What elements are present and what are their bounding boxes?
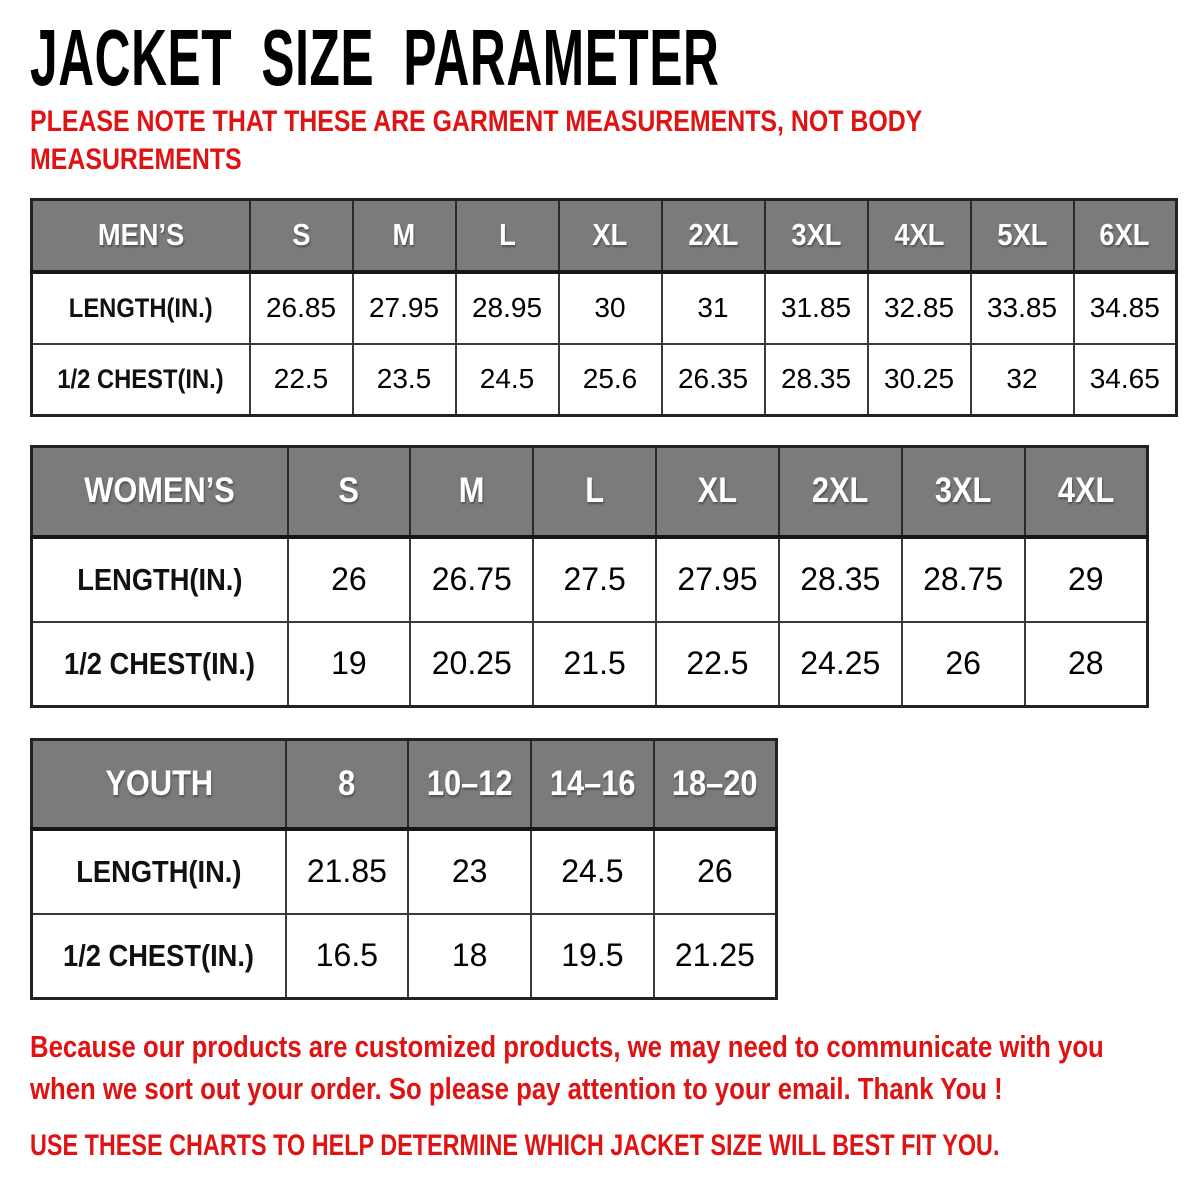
header-label: 6XL xyxy=(1099,217,1150,253)
size-value-cell: 27.95 xyxy=(353,272,456,344)
garment-measurement-note xyxy=(30,103,922,179)
size-value-cell: 18 xyxy=(408,914,531,999)
header-label: XL xyxy=(592,217,628,253)
size-column-header xyxy=(765,200,868,272)
mens-table-title xyxy=(32,200,250,272)
header-label: 10–12 xyxy=(426,763,513,803)
size-column-header xyxy=(654,740,777,829)
header-label: 4XL xyxy=(893,217,945,253)
header-label: L xyxy=(498,217,516,253)
size-column-header xyxy=(353,200,456,272)
size-column-header xyxy=(1025,447,1148,537)
header-label: MEN’S xyxy=(97,217,184,253)
row-label-text: LENGTH(IN.) xyxy=(77,561,243,597)
header-label: 8 xyxy=(338,763,356,803)
size-column-header xyxy=(656,447,779,537)
size-value-cell: 34.65 xyxy=(1074,344,1177,416)
size-value-cell: 30.25 xyxy=(868,344,971,416)
size-value-cell: 24.25 xyxy=(779,622,902,707)
measurement-row xyxy=(32,272,1177,344)
row-label xyxy=(32,622,288,707)
size-column-header xyxy=(410,447,533,537)
row-label xyxy=(32,914,286,999)
row-label-text: 1/2 CHEST(IN.) xyxy=(57,363,224,394)
size-column-header xyxy=(779,447,902,537)
note-line: MEASUREMENTS xyxy=(30,143,242,176)
size-value-cell: 28 xyxy=(1025,622,1148,707)
size-value-cell: 33.85 xyxy=(971,272,1074,344)
header-label: 14–16 xyxy=(549,763,636,803)
size-value-cell: 32 xyxy=(971,344,1074,416)
youth-table-title xyxy=(32,740,286,829)
customization-notice xyxy=(30,1026,1104,1110)
row-label xyxy=(32,829,286,914)
header-label: L xyxy=(585,471,605,511)
size-value-cell: 28.75 xyxy=(902,537,1025,622)
note-line: PLEASE NOTE THAT THESE ARE GARMENT MEASUREMENTS, NOT BODY xyxy=(30,105,923,138)
header-label: 3XL xyxy=(790,217,842,253)
header-label: 3XL xyxy=(934,471,992,511)
size-value-cell: 28.35 xyxy=(765,344,868,416)
header-label: M xyxy=(458,471,485,511)
measurement-row xyxy=(32,344,1177,416)
size-value-cell: 22.5 xyxy=(250,344,353,416)
womens-size-table-container xyxy=(30,445,1149,708)
size-value-cell: 26 xyxy=(654,829,777,914)
size-column-header xyxy=(533,447,656,537)
row-label xyxy=(32,537,288,622)
size-value-cell: 21.85 xyxy=(286,829,409,914)
size-column-header xyxy=(559,200,662,272)
size-value-cell: 19.5 xyxy=(531,914,654,999)
measurement-row xyxy=(32,914,777,999)
size-value-cell: 34.85 xyxy=(1074,272,1177,344)
row-label xyxy=(32,272,250,344)
header-label: 2XL xyxy=(812,471,869,511)
size-column-header xyxy=(286,740,409,829)
header-label: 4XL xyxy=(1057,471,1115,511)
size-value-cell: 27.5 xyxy=(533,537,656,622)
womens-table-title xyxy=(32,447,288,537)
header-label: M xyxy=(392,217,416,253)
header-row xyxy=(32,740,777,829)
size-value-cell: 24.5 xyxy=(456,344,559,416)
measurement-row xyxy=(32,622,1148,707)
size-value-cell: 25.6 xyxy=(559,344,662,416)
customization-notice-line: when we sort out your order. So please pay attention to your email. Thank You ! xyxy=(30,1071,1003,1106)
size-value-cell: 30 xyxy=(559,272,662,344)
size-value-cell: 27.95 xyxy=(656,537,779,622)
size-value-cell: 21.25 xyxy=(654,914,777,999)
size-value-cell: 26 xyxy=(902,622,1025,707)
size-value-cell: 31.85 xyxy=(765,272,868,344)
size-value-cell: 28.35 xyxy=(779,537,902,622)
size-value-cell: 26.35 xyxy=(662,344,765,416)
size-value-cell: 23 xyxy=(408,829,531,914)
header-label: S xyxy=(338,471,360,511)
womens-size-table xyxy=(30,445,1149,708)
page-title: JACKET SIZE PARAMETER xyxy=(30,13,720,102)
size-value-cell: 19 xyxy=(288,622,411,707)
size-value-cell: 29 xyxy=(1025,537,1148,622)
header-label: 5XL xyxy=(996,217,1048,253)
measurement-row xyxy=(32,829,777,914)
header-label: YOUTH xyxy=(104,763,213,803)
mens-size-table-container xyxy=(30,198,1178,417)
size-value-cell: 24.5 xyxy=(531,829,654,914)
size-column-header xyxy=(1074,200,1177,272)
header-label: XL xyxy=(697,471,738,511)
size-column-header xyxy=(868,200,971,272)
size-column-header xyxy=(971,200,1074,272)
size-column-header xyxy=(902,447,1025,537)
row-label-text: 1/2 CHEST(IN.) xyxy=(64,645,256,681)
row-label-text: 1/2 CHEST(IN.) xyxy=(63,937,255,973)
size-value-cell: 23.5 xyxy=(353,344,456,416)
size-value-cell: 26.75 xyxy=(410,537,533,622)
measurement-row xyxy=(32,537,1148,622)
size-value-cell: 22.5 xyxy=(656,622,779,707)
size-column-header xyxy=(288,447,411,537)
youth-size-table-container xyxy=(30,738,778,1000)
size-column-header xyxy=(250,200,353,272)
mens-size-table xyxy=(30,198,1178,417)
size-value-cell: 28.95 xyxy=(456,272,559,344)
size-column-header xyxy=(662,200,765,272)
size-value-cell: 31 xyxy=(662,272,765,344)
size-column-header xyxy=(408,740,531,829)
row-label xyxy=(32,344,250,416)
header-label: S xyxy=(291,217,311,253)
customization-notice-line: Because our products are customized products, we may need to communicate with you xyxy=(30,1029,1104,1064)
size-value-cell: 26.85 xyxy=(250,272,353,344)
header-label: WOMEN’S xyxy=(84,471,236,511)
size-value-cell: 32.85 xyxy=(868,272,971,344)
header-row xyxy=(32,447,1148,537)
row-label-text: LENGTH(IN.) xyxy=(76,853,242,889)
size-column-header xyxy=(531,740,654,829)
header-label: 2XL xyxy=(687,217,739,253)
chart-usage-note: USE THESE CHARTS TO HELP DETERMINE WHICH JACKET SIZE WILL BEST FIT YOU. xyxy=(30,1129,1000,1162)
size-column-header xyxy=(456,200,559,272)
youth-size-table xyxy=(30,738,778,1000)
size-value-cell: 16.5 xyxy=(286,914,409,999)
size-value-cell: 21.5 xyxy=(533,622,656,707)
size-value-cell: 26 xyxy=(288,537,411,622)
header-row xyxy=(32,200,1177,272)
row-label-text: LENGTH(IN.) xyxy=(68,292,213,323)
header-label: 18–20 xyxy=(672,763,758,803)
size-value-cell: 20.25 xyxy=(410,622,533,707)
